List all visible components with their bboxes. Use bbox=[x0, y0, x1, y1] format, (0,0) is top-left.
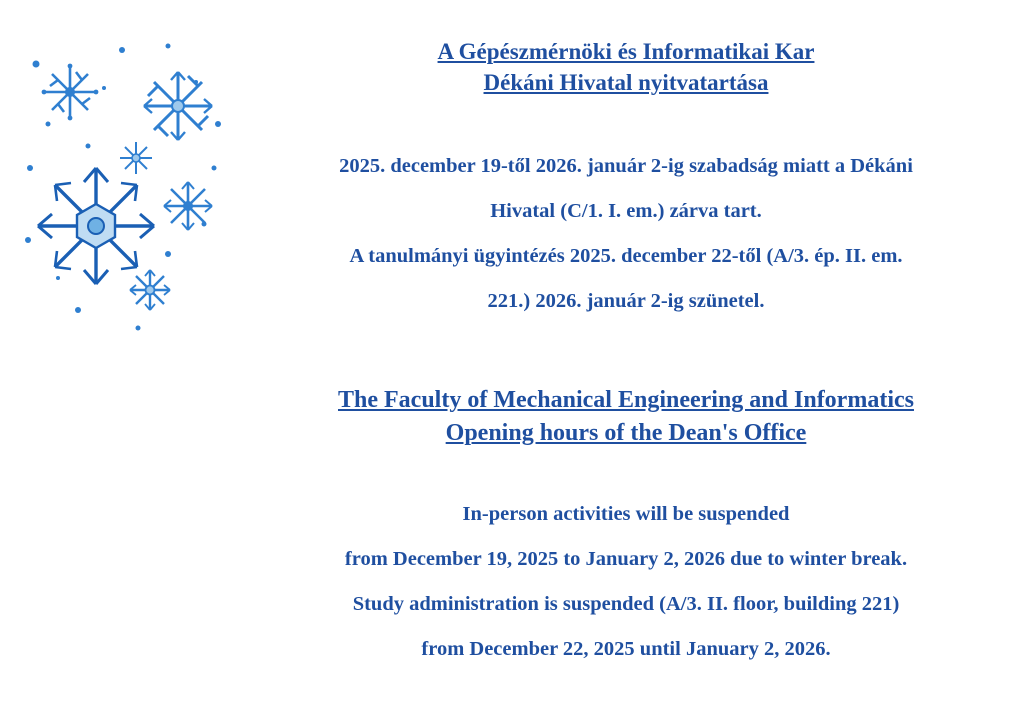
english-title-line2: Opening hours of the Dean's Office bbox=[445, 420, 807, 446]
spacer bbox=[256, 324, 996, 384]
notice-content bbox=[256, 36, 996, 672]
hungarian-title-line2: Dékáni Hivatal nyitvatartása bbox=[483, 70, 769, 95]
hungarian-body-line2: Hivatal (C/1. I. em.) zárva tart. bbox=[490, 200, 762, 222]
english-body bbox=[256, 492, 996, 672]
hungarian-body-line4: 221.) 2026. január 2-ig szünetel. bbox=[487, 290, 765, 312]
english-body-line1: In-person activities will be suspended bbox=[462, 503, 790, 525]
hungarian-body bbox=[256, 144, 996, 324]
hungarian-body-line3: A tanulmányi ügyintézés 2025. december 22-től (A/3. ép. II. em. bbox=[349, 245, 903, 267]
english-body-line3: Study administration is suspended (A/3. II. floor, building 221) bbox=[352, 593, 900, 615]
hungarian-title-line1: A Gépészmérnöki és Informatikai Kar bbox=[437, 39, 815, 64]
snowflake-illustration bbox=[18, 28, 248, 348]
english-body-line4: from December 22, 2025 until January 2, 2026. bbox=[421, 638, 831, 660]
english-title-line1: The Faculty of Mechanical Engineering and Informatics bbox=[338, 387, 914, 413]
spacer bbox=[256, 98, 996, 140]
hungarian-block bbox=[256, 36, 996, 324]
spacer bbox=[256, 450, 996, 492]
english-body-line2: from December 19, 2025 to January 2, 2026 due to winter break. bbox=[344, 548, 908, 570]
hungarian-body-line1: 2025. december 19-től 2026. január 2-ig szabadság miatt a Dékáni bbox=[339, 155, 913, 177]
english-block bbox=[256, 384, 996, 672]
